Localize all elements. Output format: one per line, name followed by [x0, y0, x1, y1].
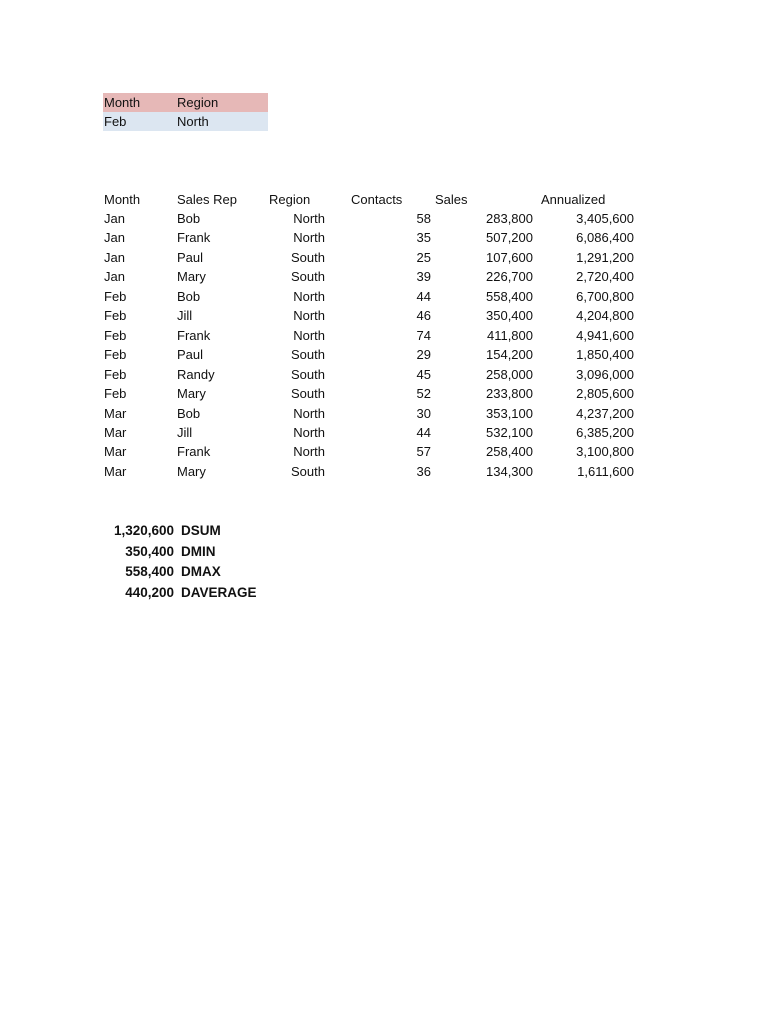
cell-contacts[interactable]: 74 — [416, 327, 431, 343]
cell-region[interactable]: South — [291, 269, 325, 285]
cell-month[interactable]: Feb — [104, 366, 127, 382]
result-label[interactable]: DMAX — [181, 564, 221, 579]
cell-sales-rep[interactable]: Bob — [177, 288, 201, 304]
cell-annualized[interactable]: 6,385,200 — [576, 424, 634, 440]
table-header-region[interactable]: Region — [269, 192, 311, 207]
result-label[interactable]: DMIN — [181, 543, 216, 559]
cell-month[interactable]: Feb — [104, 327, 127, 343]
cell-contacts[interactable]: 52 — [416, 386, 431, 402]
cell-annualized[interactable]: 3,405,600 — [576, 211, 634, 226]
cell-annualized[interactable]: 4,941,600 — [576, 327, 634, 343]
cell-sales[interactable]: 507,200 — [486, 230, 533, 246]
cell-sales-rep[interactable]: Jill — [177, 424, 193, 440]
cell-region[interactable]: North — [293, 327, 325, 343]
cell-sales-rep[interactable]: Paul — [177, 347, 204, 363]
cell-month[interactable]: Mar — [104, 424, 127, 440]
cell-sales[interactable]: 134,300 — [486, 463, 533, 479]
cell-annualized[interactable]: 4,204,800 — [576, 308, 634, 324]
cell-annualized[interactable]: 1,850,400 — [576, 347, 634, 363]
cell-sales[interactable]: 283,800 — [486, 211, 533, 226]
cell-annualized[interactable]: 3,096,000 — [576, 366, 634, 382]
cell-region[interactable]: South — [291, 249, 325, 265]
result-value[interactable]: 558,400 — [125, 564, 174, 579]
criteria-value-month[interactable]: Feb — [104, 114, 127, 129]
cell-month[interactable]: Feb — [104, 308, 127, 324]
cell-contacts[interactable]: 57 — [416, 444, 431, 460]
cell-sales[interactable]: 558,400 — [486, 288, 533, 304]
cell-region[interactable]: South — [291, 386, 325, 402]
cell-month[interactable]: Feb — [104, 288, 127, 304]
cell-annualized[interactable]: 4,237,200 — [576, 405, 634, 421]
table-header-annualized[interactable]: Annualized — [541, 192, 606, 207]
cell-region[interactable]: North — [293, 424, 325, 440]
table-header-sales[interactable]: Sales — [435, 192, 468, 207]
criteria-header-region[interactable]: Region — [177, 95, 219, 110]
result-value[interactable]: 1,320,600 — [113, 523, 174, 538]
cell-month[interactable]: Mar — [104, 444, 127, 460]
cell-annualized[interactable]: 3,100,800 — [576, 444, 634, 460]
cell-contacts[interactable]: 58 — [416, 211, 431, 226]
cell-contacts[interactable]: 36 — [416, 463, 431, 479]
cell-contacts[interactable]: 44 — [416, 288, 431, 304]
cell-region[interactable]: North — [293, 230, 325, 246]
criteria-header-month[interactable]: Month — [104, 95, 141, 110]
cell-sales[interactable]: 107,600 — [486, 249, 533, 265]
cell-region[interactable]: North — [293, 288, 325, 304]
cell-month[interactable]: Jan — [104, 211, 125, 226]
cell-annualized[interactable]: 1,611,600 — [577, 463, 634, 479]
cell-sales-rep[interactable]: Jill — [177, 308, 193, 324]
cell-month[interactable]: Jan — [104, 249, 125, 265]
cell-contacts[interactable]: 44 — [416, 424, 431, 440]
cell-month[interactable]: Feb — [104, 386, 127, 402]
cell-annualized[interactable]: 1,291,200 — [576, 249, 634, 265]
cell-sales[interactable]: 258,000 — [486, 366, 533, 382]
cell-contacts[interactable]: 45 — [416, 366, 431, 382]
cell-sales[interactable]: 532,100 — [486, 424, 533, 440]
cell-annualized[interactable]: 6,086,400 — [576, 230, 634, 246]
cell-month[interactable]: Feb — [104, 347, 127, 363]
cell-sales-rep[interactable]: Paul — [177, 249, 204, 265]
cell-region[interactable]: North — [293, 444, 325, 460]
cell-sales-rep[interactable]: Frank — [177, 444, 211, 460]
cell-sales-rep[interactable]: Mary — [177, 386, 206, 402]
table-header-sales-rep[interactable]: Sales Rep — [177, 192, 237, 207]
cell-sales[interactable]: 350,400 — [486, 308, 533, 324]
cell-sales-rep[interactable]: Frank — [177, 327, 211, 343]
cell-month[interactable]: Mar — [104, 405, 127, 421]
result-value[interactable]: 350,400 — [125, 543, 174, 559]
cell-contacts[interactable]: 35 — [416, 230, 431, 246]
table-header-month[interactable]: Month — [104, 192, 141, 207]
result-label[interactable]: DAVERAGE — [181, 584, 257, 600]
cell-sales[interactable]: 353,100 — [486, 405, 533, 421]
cell-month[interactable]: Jan — [104, 230, 125, 246]
cell-contacts[interactable]: 25 — [416, 249, 431, 265]
cell-contacts[interactable]: 29 — [416, 347, 431, 363]
result-label[interactable]: DSUM — [181, 523, 221, 538]
cell-month[interactable]: Jan — [104, 269, 125, 285]
cell-region[interactable]: North — [293, 211, 325, 226]
cell-region[interactable]: South — [291, 347, 325, 363]
cell-contacts[interactable]: 30 — [416, 405, 431, 421]
cell-annualized[interactable]: 2,805,600 — [576, 386, 634, 402]
cell-sales-rep[interactable]: Frank — [177, 230, 211, 246]
cell-annualized[interactable]: 6,700,800 — [576, 288, 634, 304]
cell-sales[interactable]: 154,200 — [486, 347, 533, 363]
cell-sales-rep[interactable]: Bob — [177, 405, 201, 421]
cell-sales[interactable]: 226,700 — [486, 269, 533, 285]
cell-sales-rep[interactable]: Randy — [177, 366, 215, 382]
cell-sales-rep[interactable]: Bob — [177, 211, 201, 226]
cell-contacts[interactable]: 46 — [416, 308, 431, 324]
cell-region[interactable]: South — [291, 366, 325, 382]
result-value[interactable]: 440,200 — [125, 584, 174, 600]
cell-sales[interactable]: 411,800 — [486, 327, 533, 343]
cell-region[interactable]: South — [291, 463, 325, 479]
cell-sales[interactable]: 233,800 — [486, 386, 533, 402]
cell-sales-rep[interactable]: Mary — [177, 269, 206, 285]
cell-contacts[interactable]: 39 — [416, 269, 431, 285]
cell-annualized[interactable]: 2,720,400 — [576, 269, 634, 285]
cell-sales[interactable]: 258,400 — [486, 444, 533, 460]
table-header-contacts[interactable]: Contacts — [351, 192, 403, 207]
cell-region[interactable]: North — [293, 308, 325, 324]
cell-region[interactable]: North — [293, 405, 325, 421]
cell-sales-rep[interactable]: Mary — [177, 463, 206, 479]
cell-month[interactable]: Mar — [104, 463, 127, 479]
criteria-value-region[interactable]: North — [177, 114, 209, 129]
